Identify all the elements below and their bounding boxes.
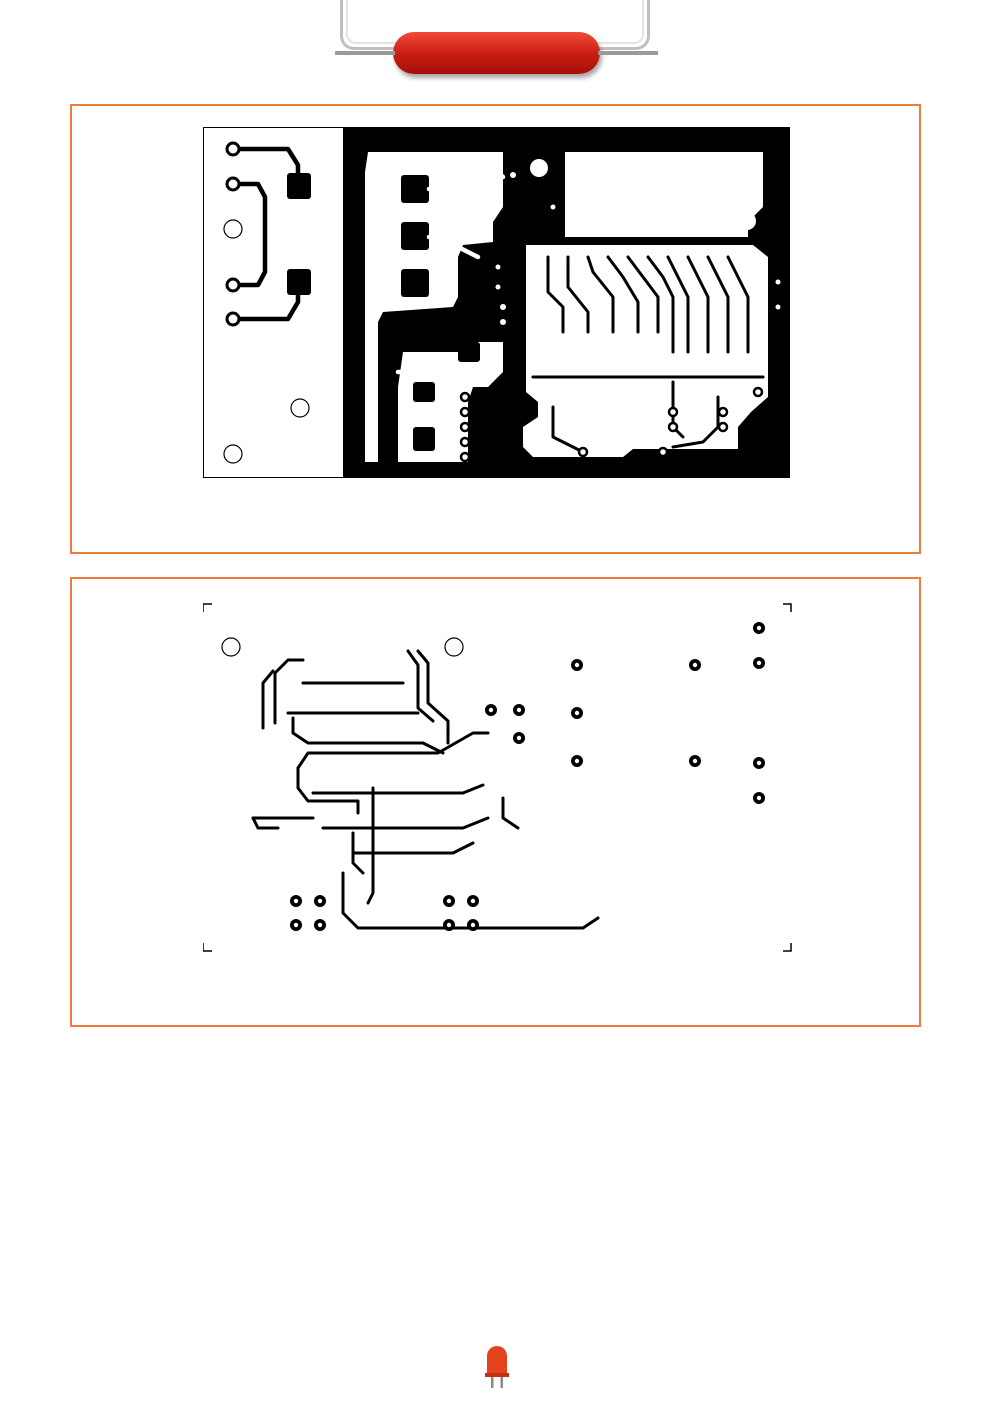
pcb-solder-side-drawing: [203, 127, 791, 479]
pcb-component-side-drawing: [203, 603, 793, 958]
section-tab: [393, 32, 600, 74]
resistor-lead-left: [335, 51, 395, 55]
article-column-2: [364, 1047, 629, 1065]
led-page-number-icon: [484, 1344, 510, 1388]
resistor-lead-right: [598, 51, 658, 55]
figure-solder-side: [70, 104, 921, 554]
page-footer: [0, 1366, 993, 1404]
article-column-3: [657, 1047, 921, 1065]
figure-component-side: [70, 577, 921, 1027]
